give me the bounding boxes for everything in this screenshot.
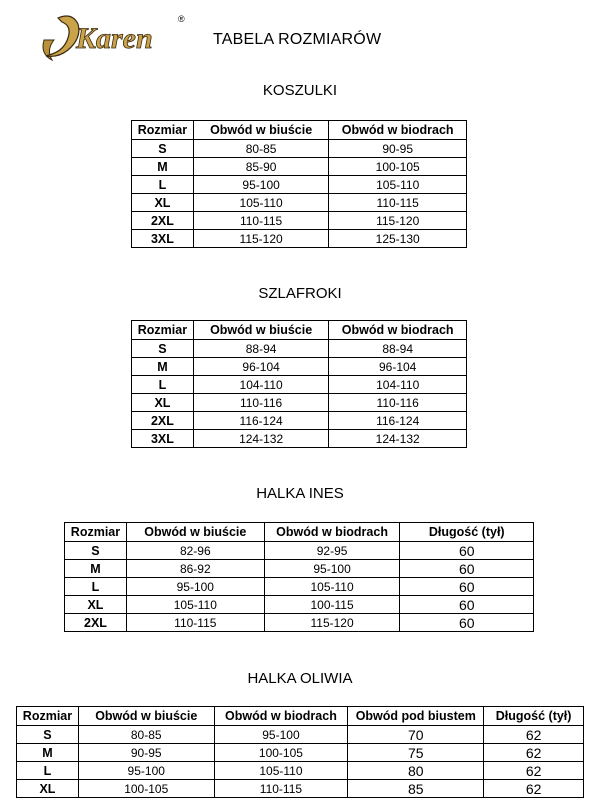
size-cell: S — [65, 542, 127, 560]
table-cell: 115-120 — [264, 614, 400, 632]
size-table-szlafroki — [131, 320, 467, 448]
table-row — [65, 614, 534, 632]
table-cell: 105-110 — [329, 176, 467, 194]
header-cell: Obwód w biuście — [193, 121, 328, 140]
size-cell: L — [17, 762, 79, 780]
table-cell: 124-132 — [193, 430, 328, 448]
table-cell: 85 — [348, 780, 484, 798]
table-header-row — [17, 707, 584, 726]
table-cell: 105-110 — [214, 762, 348, 780]
table-cell: 110-116 — [193, 394, 328, 412]
table-cell: 90-95 — [78, 744, 214, 762]
header-cell: Obwód w biuście — [193, 321, 328, 340]
table-cell: 116-124 — [329, 412, 467, 430]
table-cell: 95-100 — [78, 762, 214, 780]
size-cell: M — [65, 560, 127, 578]
table-cell: 115-120 — [193, 230, 328, 248]
header-cell: Długość (tył) — [484, 707, 584, 726]
table-cell: 95-100 — [214, 726, 348, 744]
size-cell: L — [65, 578, 127, 596]
size-table-halka-ines — [64, 522, 534, 632]
table-cell: 90-95 — [329, 140, 467, 158]
size-cell: 3XL — [132, 230, 194, 248]
size-cell: M — [132, 158, 194, 176]
table-cell: 110-115 — [193, 212, 328, 230]
size-cell: M — [132, 358, 194, 376]
size-cell: S — [132, 140, 194, 158]
table-cell: 92-95 — [264, 542, 400, 560]
table-cell: 75 — [348, 744, 484, 762]
table-cell: 100-105 — [214, 744, 348, 762]
table-cell: 62 — [484, 744, 584, 762]
size-cell: XL — [132, 394, 194, 412]
logo-swash-left — [43, 40, 54, 60]
header-cell: Rozmiar — [17, 707, 79, 726]
table-cell: 110-116 — [329, 394, 467, 412]
size-cell: 2XL — [65, 614, 127, 632]
table-cell: 110-115 — [214, 780, 348, 798]
table-cell: 62 — [484, 762, 584, 780]
table-cell: 100-115 — [264, 596, 400, 614]
table-row — [132, 376, 467, 394]
table-row — [132, 412, 467, 430]
header-cell: Obwód w biuście — [126, 523, 264, 542]
header-cell: Obwód pod biustem — [348, 707, 484, 726]
table-header-row — [65, 523, 534, 542]
table-row — [65, 560, 534, 578]
table-row — [132, 140, 467, 158]
page-title: TABELA ROZMIARÓW — [213, 31, 382, 48]
header-cell: Obwód w biodrach — [329, 321, 467, 340]
header-cell: Obwód w biuście — [78, 707, 214, 726]
table-cell: 80 — [348, 762, 484, 780]
table-cell: 105-110 — [193, 194, 328, 212]
header-cell: Obwód w biodrach — [214, 707, 348, 726]
table-cell: 100-105 — [78, 780, 214, 798]
size-cell: XL — [17, 780, 79, 798]
size-cell: 2XL — [132, 212, 194, 230]
table-cell: 80-85 — [78, 726, 214, 744]
table-cell: 125-130 — [329, 230, 467, 248]
table-cell: 115-120 — [329, 212, 467, 230]
table-row — [17, 726, 584, 744]
table-cell: 60 — [400, 596, 534, 614]
size-cell: 3XL — [132, 430, 194, 448]
table-row — [17, 744, 584, 762]
table-cell: 124-132 — [329, 430, 467, 448]
table-row — [65, 578, 534, 596]
table-row — [132, 230, 467, 248]
header-cell: Rozmiar — [132, 121, 194, 140]
table-cell: 70 — [348, 726, 484, 744]
header-cell: Rozmiar — [132, 321, 194, 340]
table-header-row — [132, 121, 467, 140]
header-cell: Obwód w biodrach — [329, 121, 467, 140]
table-cell: 95-100 — [126, 578, 264, 596]
table-cell: 116-124 — [193, 412, 328, 430]
table-row — [17, 762, 584, 780]
table-cell: 60 — [400, 542, 534, 560]
size-table-koszulki — [131, 120, 467, 248]
table-row — [132, 176, 467, 194]
table-row — [132, 340, 467, 358]
table-cell: 85-90 — [193, 158, 328, 176]
table-cell: 62 — [484, 726, 584, 744]
header-cell: Obwód w biodrach — [264, 523, 400, 542]
table-cell: 104-110 — [329, 376, 467, 394]
table-row — [132, 158, 467, 176]
table-cell: 60 — [400, 578, 534, 596]
table-cell: 88-94 — [329, 340, 467, 358]
table-cell: 105-110 — [126, 596, 264, 614]
table-cell: 62 — [484, 780, 584, 798]
size-table-halka-oliwia — [16, 706, 584, 798]
header-cell: Rozmiar — [65, 523, 127, 542]
section-title-koszulki: KOSZULKI — [262, 82, 338, 99]
table-row — [17, 780, 584, 798]
section-title-szlafroki: SZLAFROKI — [258, 285, 342, 302]
table-row — [132, 212, 467, 230]
size-cell: L — [132, 176, 194, 194]
table-cell: 60 — [400, 614, 534, 632]
size-cell: S — [17, 726, 79, 744]
table-row — [65, 542, 534, 560]
logo-initial-shape — [46, 16, 79, 56]
size-cell: XL — [132, 194, 194, 212]
table-cell: 96-104 — [329, 358, 467, 376]
header-cell: Długość (tył) — [400, 523, 534, 542]
table-cell: 95-100 — [193, 176, 328, 194]
table-cell: 88-94 — [193, 340, 328, 358]
table-cell: 60 — [400, 560, 534, 578]
table-cell: 80-85 — [193, 140, 328, 158]
table-cell: 105-110 — [264, 578, 400, 596]
logo-wordmark: Karen — [76, 22, 153, 55]
table-cell: 100-105 — [329, 158, 467, 176]
table-cell: 96-104 — [193, 358, 328, 376]
section-title-halka-ines: HALKA INES — [256, 485, 344, 502]
table-cell: 104-110 — [193, 376, 328, 394]
table-row — [132, 194, 467, 212]
table-cell: 95-100 — [264, 560, 400, 578]
karen-logo — [38, 10, 188, 68]
size-cell: XL — [65, 596, 127, 614]
table-row — [65, 596, 534, 614]
table-cell: 110-115 — [329, 194, 467, 212]
table-row — [132, 358, 467, 376]
table-cell: 82-96 — [126, 542, 264, 560]
table-cell: 86-92 — [126, 560, 264, 578]
table-row — [132, 394, 467, 412]
size-cell: S — [132, 340, 194, 358]
table-header-row — [132, 321, 467, 340]
section-title-halka-oliwia: HALKA OLIWIA — [247, 670, 353, 687]
size-cell: L — [132, 376, 194, 394]
size-cell: 2XL — [132, 412, 194, 430]
registered-mark: ® — [178, 14, 185, 24]
table-row — [132, 430, 467, 448]
table-cell: 110-115 — [126, 614, 264, 632]
size-cell: M — [17, 744, 79, 762]
